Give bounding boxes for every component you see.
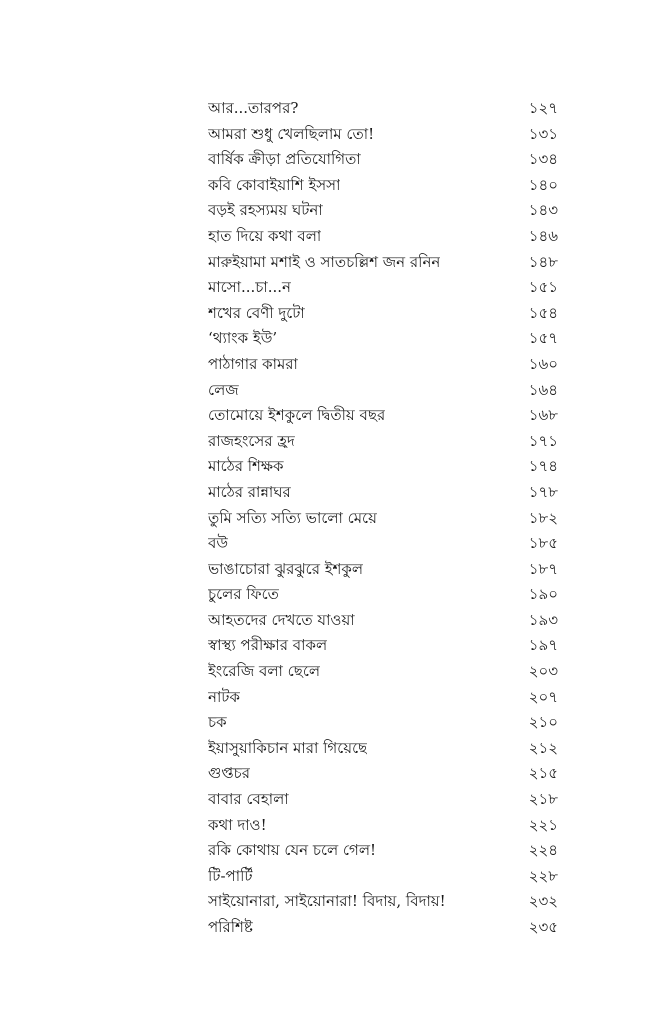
toc-entry-title: কবি কোবাইয়াশি ইসসা xyxy=(208,175,341,194)
toc-entry-page-number: ১৪৬ xyxy=(528,226,558,245)
toc-entry-page-number: ২১৮ xyxy=(528,790,558,809)
toc-entry-title: তোমোয়ে ইশকুলে দ্বিতীয় বছর xyxy=(208,406,386,425)
toc-entry xyxy=(208,147,558,173)
toc-entry-page-number: ২২১ xyxy=(528,815,558,834)
toc-entry xyxy=(208,582,558,608)
toc-entry-title: চক xyxy=(208,713,227,732)
toc-entry-page-number: ২১২ xyxy=(528,738,558,757)
toc-entry-title: শখের বেণী দুটো xyxy=(208,303,305,322)
toc-entry-page-number: ১৭১ xyxy=(528,431,558,450)
toc-entry xyxy=(208,250,558,276)
toc-entry-title: গুপ্তচর xyxy=(208,764,250,783)
toc-entry-title: ভাঙাচোরা ঝুরঝুরে ইশকুল xyxy=(208,559,364,578)
toc-entry-title: মারুইয়ামা মশাই ও সাতচল্লিশ জন রনিন xyxy=(208,252,441,271)
toc-entry-title: চুলের ফিতে xyxy=(208,585,279,604)
toc-entry xyxy=(208,557,558,583)
toc-entry-title: লেজ xyxy=(208,380,239,399)
toc-entry-title: কথা দাও! xyxy=(208,815,267,834)
toc-entry-page-number: ২৩২ xyxy=(528,892,558,911)
toc-entry-page-number: ১৬৪ xyxy=(528,380,558,399)
toc-entry-page-number: ১৩৪ xyxy=(528,150,558,169)
toc-entry-page-number: ১৭৪ xyxy=(528,457,558,476)
toc-entry-page-number: ১৫৭ xyxy=(528,329,558,348)
toc-entry xyxy=(208,889,558,915)
toc-entry xyxy=(208,838,558,864)
toc-entry-page-number: ১৪৩ xyxy=(528,201,558,220)
toc-entry-title: মাসো...চা...ন xyxy=(208,278,291,297)
toc-entry-page-number: ১৮৫ xyxy=(528,534,558,553)
toc-entry xyxy=(208,198,558,224)
toc-entry-page-number: ১৭৮ xyxy=(528,482,558,501)
toc-entry xyxy=(208,633,558,659)
toc-entry-page-number: ১৫১ xyxy=(528,278,558,297)
toc-entry-title: আহতদের দেখতে যাওয়া xyxy=(208,610,355,629)
toc-entry xyxy=(208,736,558,762)
toc-entry-page-number: ২০৩ xyxy=(528,662,558,681)
toc-entry-page-number: ২৩৫ xyxy=(528,918,558,936)
toc-entry-title: রকি কোথায় যেন চলে গেল! xyxy=(208,841,377,860)
toc-entry xyxy=(208,685,558,711)
toc-entry xyxy=(208,301,558,327)
toc-entry xyxy=(208,173,558,199)
toc-entry xyxy=(208,506,558,532)
toc-entry-title: সাইয়োনারা, সাইয়োনারা! বিদায়, বিদায়! xyxy=(208,892,446,911)
toc-entry xyxy=(208,122,558,148)
toc-entry-page-number: ১৮৭ xyxy=(528,559,558,578)
toc-entry-title: ইংরেজি বলা ছেলে xyxy=(208,662,321,681)
toc-entry xyxy=(208,813,558,839)
toc-entry xyxy=(208,403,558,429)
toc-entry-title: তুমি সত্যি সত্যি ভালো মেয়ে xyxy=(208,508,377,527)
toc-entry xyxy=(208,608,558,634)
toc-entry-page-number: ১৬০ xyxy=(528,354,558,373)
table-of-contents xyxy=(208,96,558,941)
toc-entry-page-number: ২০৭ xyxy=(528,687,558,706)
toc-entry-page-number: ১৩১ xyxy=(528,124,558,143)
toc-entry-page-number: ১৪০ xyxy=(528,175,558,194)
toc-entry xyxy=(208,659,558,685)
toc-entry-page-number: ২২৮ xyxy=(528,866,558,885)
toc-entry xyxy=(208,480,558,506)
toc-entry-page-number: ১৮২ xyxy=(528,508,558,527)
toc-entry xyxy=(208,531,558,557)
toc-entry-title: আর...তারপর? xyxy=(208,99,299,117)
toc-entry xyxy=(208,326,558,352)
toc-entry-title: বাবার বেহালা xyxy=(208,790,289,809)
toc-entry xyxy=(208,454,558,480)
toc-entry xyxy=(208,275,558,301)
toc-entry-page-number: ১৯০ xyxy=(528,585,558,604)
toc-entry-title: ইয়াসুয়াকিচান মারা গিয়েছে xyxy=(208,738,368,757)
toc-entry-title: পাঠাগার কামরা xyxy=(208,354,298,373)
toc-entry xyxy=(208,224,558,250)
toc-entry xyxy=(208,429,558,455)
toc-entry xyxy=(208,96,558,122)
toc-entry xyxy=(208,710,558,736)
toc-entry-title: টি-পার্টি xyxy=(208,866,253,885)
toc-entry-title: রাজহংসের হ্রদ xyxy=(208,431,295,450)
toc-entry-page-number: ১৫৪ xyxy=(528,303,558,322)
toc-entry-title: আমরা শুধু খেলছিলাম তো! xyxy=(208,124,375,143)
toc-entry xyxy=(208,915,558,941)
toc-entry-title: স্বাস্থ্য পরীক্ষার বাকল xyxy=(208,636,328,655)
toc-entry-title: নাটক xyxy=(208,687,240,706)
toc-entry-page-number: ২১০ xyxy=(528,713,558,732)
toc-entry xyxy=(208,352,558,378)
toc-entry-title: মাঠের রান্নাঘর xyxy=(208,482,291,501)
toc-entry xyxy=(208,864,558,890)
toc-entry-page-number: ১৯৩ xyxy=(528,610,558,629)
toc-entry-page-number: ২২৪ xyxy=(528,841,558,860)
toc-entry-page-number: ২১৫ xyxy=(528,764,558,783)
toc-entry-title: মাঠের শিক্ষক xyxy=(208,457,284,476)
toc-entry xyxy=(208,378,558,404)
toc-entry xyxy=(208,761,558,787)
toc-entry xyxy=(208,787,558,813)
toc-entry-title: হাত দিয়ে কথা বলা xyxy=(208,226,322,245)
toc-entry-title: বার্ষিক ক্রীড়া প্রতিযোগিতা xyxy=(208,150,361,169)
toc-entry-page-number: ১৪৮ xyxy=(528,252,558,271)
toc-entry-page-number: ১২৭ xyxy=(528,99,558,117)
toc-entry-title: ‘থ্যাংক ইউ’ xyxy=(208,329,278,348)
toc-entry-page-number: ১৯৭ xyxy=(528,636,558,655)
toc-entry-title: বউ xyxy=(208,534,229,553)
toc-entry-page-number: ১৬৮ xyxy=(528,406,558,425)
toc-entry-title: পরিশিষ্ট xyxy=(208,918,253,936)
toc-entry-title: বড়ই রহস্যময় ঘটনা xyxy=(208,201,323,220)
